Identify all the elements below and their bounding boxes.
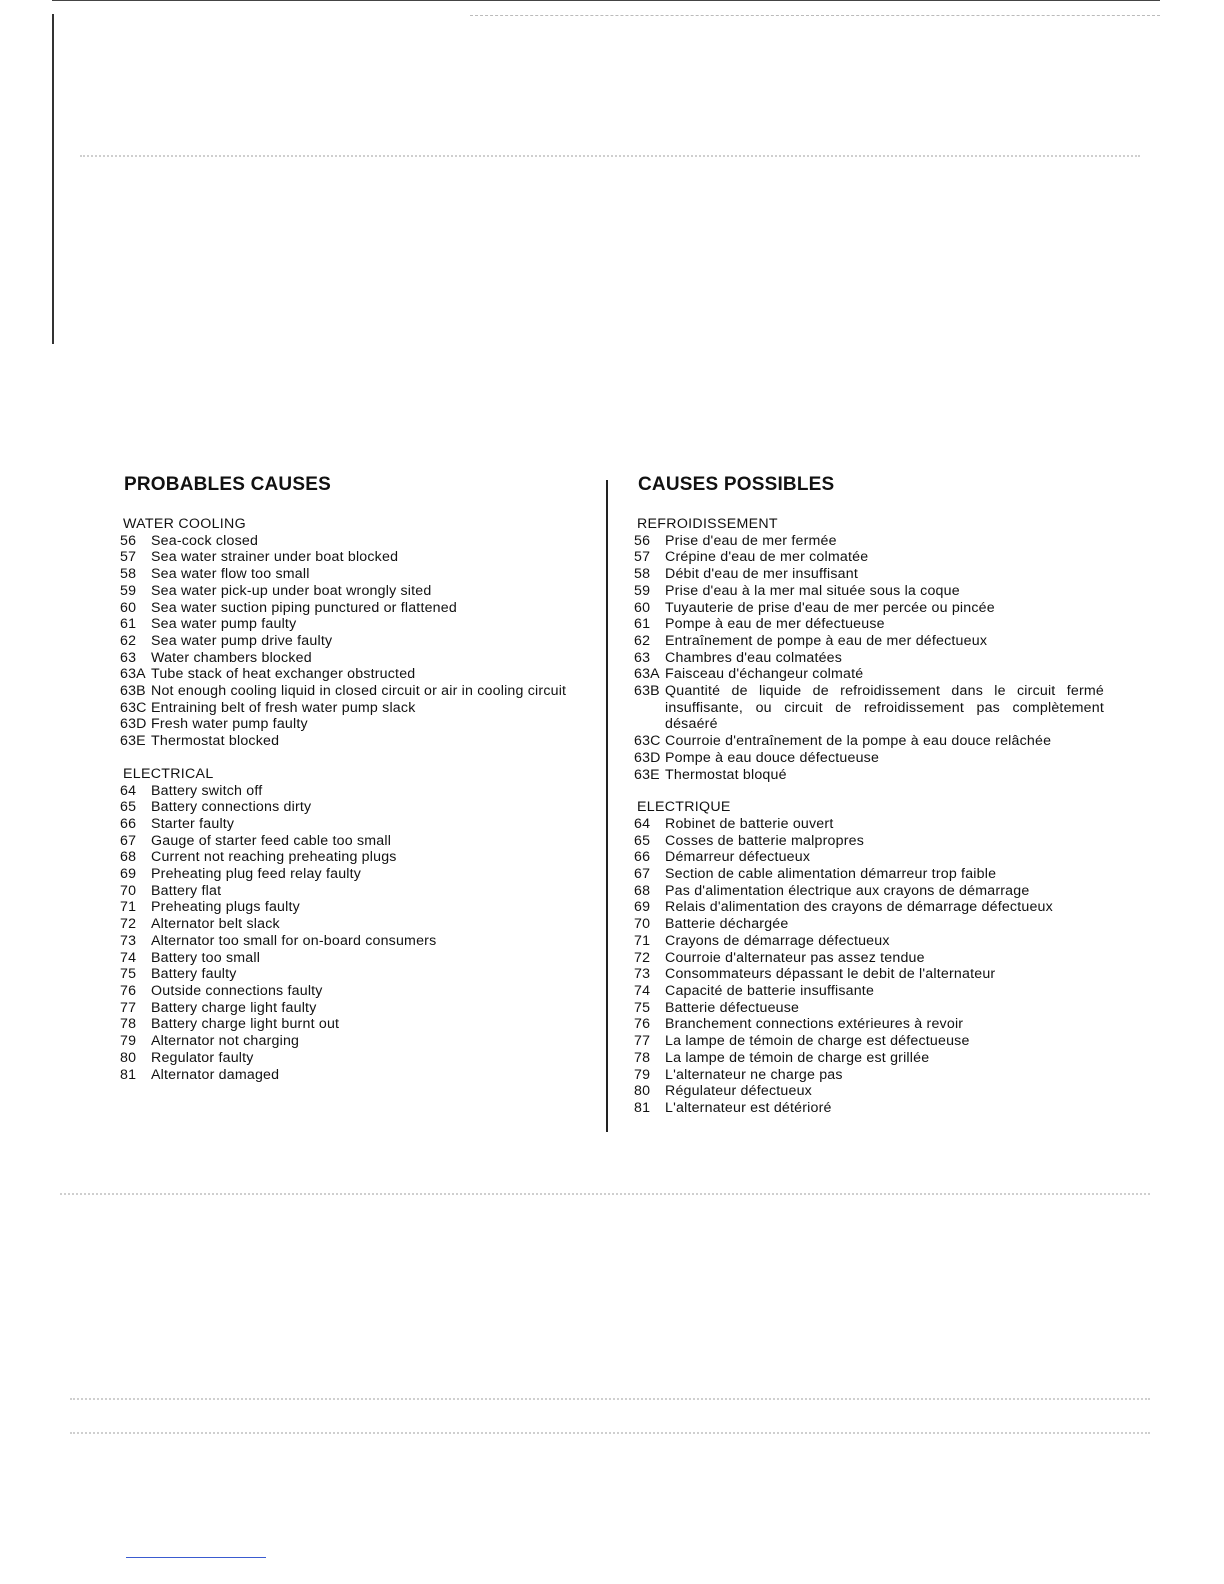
cause-text: Thermostat bloqué xyxy=(665,766,787,783)
cause-number: 81 xyxy=(120,1066,137,1083)
water-cooling-title: WATER COOLING xyxy=(123,516,246,532)
cause-text: Batterie défectueuse xyxy=(665,999,800,1016)
cause-text: Water chambers blocked xyxy=(151,649,312,666)
cause-item xyxy=(120,700,590,717)
cause-item xyxy=(634,683,1104,733)
cause-number: 63C xyxy=(120,699,147,716)
cause-number: 63 xyxy=(634,649,651,666)
electrical-list xyxy=(120,783,590,1084)
cause-number: 58 xyxy=(120,566,137,583)
cause-number: 75 xyxy=(120,966,137,983)
cause-item xyxy=(120,849,590,866)
scan-speckle xyxy=(70,1432,1150,1436)
cause-number: 61 xyxy=(634,616,651,633)
cause-number: 63A xyxy=(634,666,660,683)
cause-item xyxy=(120,816,590,833)
cause-number: 79 xyxy=(634,1066,651,1083)
cause-item xyxy=(120,833,590,850)
cause-item xyxy=(634,833,1104,850)
cause-text: La lampe de témoin de charge est grillée xyxy=(665,1049,930,1066)
cause-text: Sea water pick-up under boat wrongly sited xyxy=(151,582,432,599)
cause-item xyxy=(120,566,590,583)
cause-text: Relais d'alimentation des crayons de démarrage défectueux xyxy=(665,899,1053,916)
cause-item xyxy=(120,799,590,816)
scan-speckle xyxy=(60,1193,1150,1197)
cause-item xyxy=(634,1050,1104,1067)
cause-number: 56 xyxy=(634,532,651,549)
refroidissement-title: REFROIDISSEMENT xyxy=(637,516,778,532)
cause-number: 65 xyxy=(120,799,137,816)
cause-text: Robinet de batterie ouvert xyxy=(665,815,834,832)
cause-number: 58 xyxy=(634,566,651,583)
cause-item xyxy=(120,600,590,617)
scan-speckle xyxy=(80,155,1140,159)
cause-number: 64 xyxy=(634,815,651,832)
cause-text: Crépine d'eau de mer colmatée xyxy=(665,549,869,566)
cause-number: 77 xyxy=(634,1033,651,1050)
section-gap xyxy=(120,750,590,766)
cause-number: 63E xyxy=(120,733,146,750)
cause-text: Capacité de batterie insuffisante xyxy=(665,982,875,999)
cause-item xyxy=(634,1000,1104,1017)
cause-item xyxy=(120,1067,590,1084)
electrical-title: ELECTRICAL xyxy=(123,765,214,782)
cause-text: Prise d'eau de mer fermée xyxy=(665,532,837,549)
cause-number: 77 xyxy=(120,999,137,1016)
cause-item xyxy=(120,783,590,800)
cause-text: Alternator damaged xyxy=(151,1066,280,1083)
cause-text: Tube stack of heat exchanger obstructed xyxy=(151,666,416,683)
cause-text: Battery connections dirty xyxy=(151,799,312,816)
cause-number: 63A xyxy=(120,666,146,683)
section-gap xyxy=(634,783,1104,799)
cause-number: 67 xyxy=(120,832,137,849)
cause-text: Régulateur défectueux xyxy=(665,1083,812,1100)
cause-item xyxy=(634,633,1104,650)
cause-number: 74 xyxy=(634,982,651,999)
cause-text: Gauge of starter feed cable too small xyxy=(151,832,392,849)
cause-item xyxy=(634,1067,1104,1084)
cause-number: 70 xyxy=(120,882,137,899)
cause-text: Section de cable alimentation démarreur trop faible xyxy=(665,866,997,883)
cause-item xyxy=(120,666,590,683)
cause-item xyxy=(120,966,590,983)
cause-text: Pompe à eau de mer défectueuse xyxy=(665,616,885,633)
cause-text: L'alternateur est détérioré xyxy=(665,1099,832,1116)
cause-text: Pompe à eau douce défectueuse xyxy=(665,749,880,766)
cause-number: 60 xyxy=(120,599,137,616)
cause-number: 60 xyxy=(634,599,651,616)
cause-number: 64 xyxy=(120,782,137,799)
cause-text: Battery too small xyxy=(151,949,261,966)
cause-text: Battery switch off xyxy=(151,782,263,799)
cause-item xyxy=(634,583,1104,600)
cause-item xyxy=(120,716,590,733)
cause-item xyxy=(120,1050,590,1067)
french-column xyxy=(634,473,1104,1117)
cause-item xyxy=(634,983,1104,1000)
cause-item xyxy=(634,866,1104,883)
cause-text: Pas d'alimentation électrique aux crayons de démarrage xyxy=(665,882,1030,899)
cause-number: 66 xyxy=(120,815,137,832)
cause-number: 80 xyxy=(120,1049,137,1066)
cause-number: 76 xyxy=(634,1016,651,1033)
cause-number: 73 xyxy=(634,966,651,983)
cause-item xyxy=(634,849,1104,866)
scan-speckle xyxy=(70,1398,1150,1402)
cause-text: Prise d'eau à la mer mal située sous la coque xyxy=(665,582,960,599)
english-heading: PROBABLES CAUSES xyxy=(124,474,331,495)
cause-text: Alternator not charging xyxy=(151,1033,300,1050)
cause-number: 63E xyxy=(634,766,660,783)
cause-item xyxy=(634,916,1104,933)
cause-text: Preheating plug feed relay faulty xyxy=(151,866,362,883)
cause-item xyxy=(634,899,1104,916)
cause-number: 71 xyxy=(634,932,651,949)
cause-item xyxy=(120,533,590,550)
cause-item xyxy=(120,983,590,1000)
cause-number: 69 xyxy=(634,899,651,916)
cause-item xyxy=(120,950,590,967)
cause-item xyxy=(120,616,590,633)
cause-text: Entraining belt of fresh water pump slack xyxy=(151,699,416,716)
cause-number: 63C xyxy=(634,733,661,750)
cause-item xyxy=(120,866,590,883)
cause-text: Fresh water pump faulty xyxy=(151,716,308,733)
cause-number: 69 xyxy=(120,866,137,883)
cause-number: 68 xyxy=(120,849,137,866)
cause-number: 71 xyxy=(120,899,137,916)
cause-text: Quantité de liquide de refroidissement dans le circuit fermé insuffisante, ou circuit de refroidissement pas complètement désaéré xyxy=(665,683,1104,733)
cause-number: 80 xyxy=(634,1083,651,1100)
scan-bottom-mark xyxy=(126,1557,266,1558)
cause-text: Faisceau d'échangeur colmaté xyxy=(665,666,864,683)
cause-number: 72 xyxy=(120,916,137,933)
cause-item xyxy=(120,1033,590,1050)
cause-text: Preheating plugs faulty xyxy=(151,899,300,916)
cause-text: Sea water flow too small xyxy=(151,566,310,583)
cause-number: 63 xyxy=(120,649,137,666)
cause-number: 67 xyxy=(634,866,651,883)
scan-top-dash xyxy=(470,15,1160,17)
cause-number: 75 xyxy=(634,999,651,1016)
cause-item xyxy=(634,933,1104,950)
scan-top-rule xyxy=(52,0,1160,1)
cause-number: 57 xyxy=(120,549,137,566)
cause-number: 59 xyxy=(634,582,651,599)
cause-number: 79 xyxy=(120,1033,137,1050)
cause-text: Cosses de batterie malpropres xyxy=(665,832,865,849)
cause-number: 56 xyxy=(120,532,137,549)
cause-item xyxy=(120,933,590,950)
cause-text: Courroie d'alternateur pas assez tendue xyxy=(665,949,925,966)
english-column xyxy=(120,473,590,1083)
cause-text: Batterie déchargée xyxy=(665,916,789,933)
cause-number: 63B xyxy=(634,683,660,700)
cause-text: Consommateurs dépassant le debit de l'alternateur xyxy=(665,966,996,983)
cause-item xyxy=(634,767,1104,784)
cause-item xyxy=(634,1016,1104,1033)
cause-item xyxy=(120,549,590,566)
cause-text: Débit d'eau de mer insuffisant xyxy=(665,566,858,583)
cause-item xyxy=(634,650,1104,667)
cause-text: Alternator too small for on-board consumers xyxy=(151,932,437,949)
cause-item xyxy=(634,566,1104,583)
cause-text: Sea water pump drive faulty xyxy=(151,632,333,649)
cause-number: 73 xyxy=(120,932,137,949)
cause-number: 59 xyxy=(120,582,137,599)
cause-item xyxy=(634,533,1104,550)
cause-item xyxy=(634,1083,1104,1100)
cause-number: 81 xyxy=(634,1099,651,1116)
cause-item xyxy=(120,583,590,600)
cause-text: Démarreur défectueux xyxy=(665,849,811,866)
cause-item xyxy=(634,733,1104,750)
cause-text: Tuyauterie de prise d'eau de mer percée ou pincée xyxy=(665,599,995,616)
cause-number: 66 xyxy=(634,849,651,866)
cause-number: 76 xyxy=(120,982,137,999)
cause-text: Entraînement de pompe à eau de mer défectueux xyxy=(665,632,988,649)
cause-text: Regulator faulty xyxy=(151,1049,254,1066)
cause-item xyxy=(634,616,1104,633)
cause-text: Sea water pump faulty xyxy=(151,616,297,633)
cause-item xyxy=(120,683,590,700)
electrique-title: ELECTRIQUE xyxy=(637,799,731,816)
cause-text: Sea water strainer under boat blocked xyxy=(151,549,399,566)
cause-number: 72 xyxy=(634,949,651,966)
cause-number: 63B xyxy=(120,683,146,700)
column-divider xyxy=(606,480,608,1132)
cause-number: 62 xyxy=(634,632,651,649)
cause-text: La lampe de témoin de charge est défectueuse xyxy=(665,1033,970,1050)
cause-number: 57 xyxy=(634,549,651,566)
cause-number: 63D xyxy=(634,749,661,766)
cause-number: 62 xyxy=(120,632,137,649)
cause-number: 70 xyxy=(634,916,651,933)
cause-item xyxy=(634,600,1104,617)
cause-number: 63D xyxy=(120,716,147,733)
cause-text: Battery flat xyxy=(151,882,222,899)
cause-item xyxy=(120,733,590,750)
cause-text: L'alternateur ne charge pas xyxy=(665,1066,843,1083)
water-cooling-list xyxy=(120,533,590,750)
cause-text: Outside connections faulty xyxy=(151,982,323,999)
cause-text: Sea-cock closed xyxy=(151,532,259,549)
electrique-list xyxy=(634,816,1104,1117)
cause-text: Current not reaching preheating plugs xyxy=(151,849,397,866)
cause-text: Alternator belt slack xyxy=(151,916,280,933)
cause-item xyxy=(120,916,590,933)
cause-text: Thermostat blocked xyxy=(151,733,280,750)
cause-item xyxy=(634,1033,1104,1050)
cause-text: Courroie d'entraînement de la pompe à eau douce relâchée xyxy=(665,733,1052,750)
cause-item xyxy=(120,1000,590,1017)
cause-text: Battery charge light faulty xyxy=(151,999,317,1016)
cause-number: 68 xyxy=(634,882,651,899)
cause-text: Crayons de démarrage défectueux xyxy=(665,932,890,949)
cause-number: 74 xyxy=(120,949,137,966)
cause-text: Battery faulty xyxy=(151,966,237,983)
cause-number: 61 xyxy=(120,616,137,633)
cause-number: 78 xyxy=(120,1016,137,1033)
cause-item xyxy=(120,1016,590,1033)
cause-text: Chambres d'eau colmatées xyxy=(665,649,843,666)
cause-item xyxy=(634,950,1104,967)
cause-text: Starter faulty xyxy=(151,815,235,832)
cause-item xyxy=(120,883,590,900)
cause-item xyxy=(120,650,590,667)
cause-text: Sea water suction piping punctured or flattened xyxy=(151,599,457,616)
cause-text: Branchement connections extérieures à revoir xyxy=(665,1016,964,1033)
scan-left-edge xyxy=(52,14,54,344)
cause-item xyxy=(120,633,590,650)
cause-number: 78 xyxy=(634,1049,651,1066)
cause-item xyxy=(634,883,1104,900)
french-heading: CAUSES POSSIBLES xyxy=(638,474,835,495)
cause-item xyxy=(634,1100,1104,1117)
cause-item xyxy=(634,750,1104,767)
cause-item xyxy=(120,899,590,916)
cause-item xyxy=(634,816,1104,833)
cause-text: Not enough cooling liquid in closed circuit or air in cooling circuit xyxy=(151,683,567,700)
cause-text: Battery charge light burnt out xyxy=(151,1016,340,1033)
cause-item xyxy=(634,666,1104,683)
cause-item xyxy=(634,549,1104,566)
cause-item xyxy=(634,966,1104,983)
cause-number: 65 xyxy=(634,832,651,849)
refroidissement-list xyxy=(634,533,1104,784)
